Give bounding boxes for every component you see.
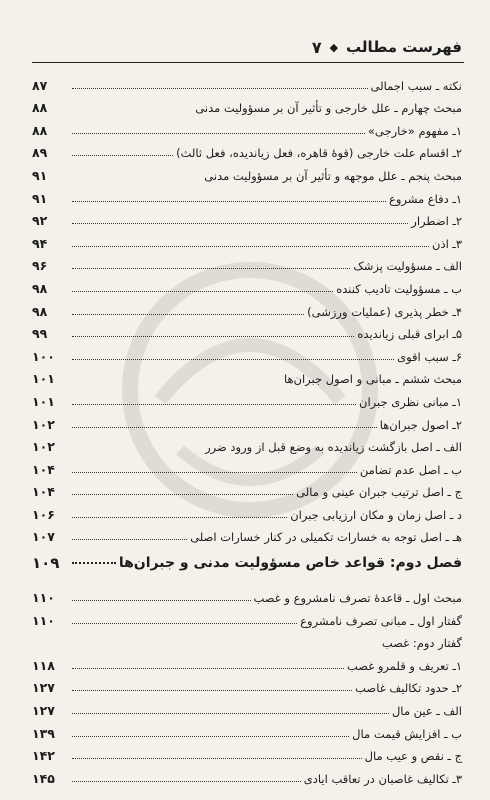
- toc-entry[interactable]: ج ـ اصل ترتیب جبران عینی و مالی ۱۰۴: [32, 484, 462, 500]
- toc-entry[interactable]: گفتار اول ـ مبانی تصرف نامشروع ۱۱۰: [32, 612, 462, 628]
- toc-entry[interactable]: ۵ـ ابرای قبلی زیاندیده ۹۹: [32, 326, 462, 342]
- toc-entry[interactable]: ۶ـ سبب اقوی ۱۰۰: [32, 348, 462, 364]
- toc-section[interactable]: مبحث چهارم ـ علل خارجی و تأثیر آن بر مسؤولیت مدنی ۸۸: [32, 100, 462, 116]
- toc-entry[interactable]: ۲ـ حدود تکالیف غاصب ۱۲۷: [32, 680, 462, 696]
- toc-entry[interactable]: د ـ اصل زمان و مکان ارزیابی جبران ۱۰۶: [32, 506, 462, 522]
- toc-entry[interactable]: نکته ـ سبب اجمالی ۸۷: [32, 77, 462, 93]
- toc-section[interactable]: مبحث پنجم ـ علل موجهه و تأثیر آن بر مسؤولیت مدنی ۹۱: [32, 167, 462, 183]
- toc-entry[interactable]: ب ـ اصل عدم تضامن ۱۰۴: [32, 461, 462, 477]
- dot-leader: [72, 690, 352, 691]
- toc-entry[interactable]: الف ـ مسؤولیت پزشک ۹۶: [32, 258, 462, 274]
- dot-leader: [72, 517, 287, 518]
- toc-entry[interactable]: ۲ـ اضطرار ۹۲: [32, 213, 462, 229]
- page-number: ۷: [311, 37, 322, 57]
- dot-leader: [72, 539, 187, 540]
- dot-leader: [72, 472, 357, 473]
- dot-leader: [72, 201, 386, 202]
- toc-entry[interactable]: ۴ـ خطر پذیری (عملیات ورزشی) ۹۸: [32, 303, 462, 319]
- toc-entry[interactable]: الف ـ اصل بازگشت زیاندیده به وضع قبل از ورود ضرر ۱۰۲: [32, 439, 462, 455]
- dot-leader: [72, 427, 377, 428]
- diamond-icon: ◆: [329, 40, 339, 54]
- toc-entry[interactable]: ۱ـ دفاع مشروع ۹۱: [32, 190, 462, 206]
- toc-entry[interactable]: ب ـ مسؤولیت تادیب کننده ۹۸: [32, 280, 462, 296]
- toc-entry[interactable]: ۱ـ تعریف و قلمرو غصب ۱۱۸: [32, 657, 462, 673]
- header-rule: [32, 62, 464, 63]
- dot-leader: [72, 268, 350, 269]
- toc-entry[interactable]: الف ـ عین مال ۱۲۷: [32, 703, 462, 719]
- dot-leader: [72, 494, 293, 495]
- dot-leader: [72, 314, 304, 315]
- dot-leader: [72, 133, 365, 134]
- toc-entry[interactable]: ج ـ نقص و عیب مال ۱۴۲: [32, 748, 462, 764]
- dot-leader: [72, 88, 368, 89]
- dot-leader: [72, 713, 389, 714]
- dot-leader: [72, 223, 408, 224]
- dot-leader: [72, 758, 362, 759]
- dot-leader: [72, 336, 354, 337]
- toc-entry[interactable]: ب ـ افزایش قیمت مال ۱۳۹: [32, 725, 462, 741]
- dot-leader: [72, 623, 297, 624]
- dot-leader: [72, 246, 429, 247]
- toc-entry[interactable]: ۱ـ مفهوم «خارجی» ۸۸: [32, 122, 462, 138]
- toc-entry[interactable]: هـ ـ اصل توجه به خسارات تکمیلی در کنار خسارات اصلی ۱۰۷: [32, 529, 462, 545]
- dot-leader: [72, 359, 394, 360]
- toc-section[interactable]: مبحث اول ـ قاعدهٔ تصرف نامشروع و غصب ۱۱۰: [32, 590, 462, 606]
- dot-leader: [72, 404, 356, 405]
- running-header: [34, 36, 462, 58]
- toc-entry[interactable]: ۱ـ مبانی نظری جبران ۱۰۱: [32, 393, 462, 409]
- header-title: فهرست مطالب: [346, 38, 462, 56]
- dot-leader: [72, 291, 333, 292]
- dot-leader: [72, 668, 344, 669]
- dot-leader: [72, 562, 116, 564]
- dot-leader: [72, 736, 349, 737]
- toc-entry[interactable]: ۲ـ اقسام علت خارجی (قوهٔ قاهره، فعل زیاندیده، فعل ثالث) ۸۹: [32, 145, 462, 161]
- toc-entry[interactable]: ۳ـ اذن ۹۴: [32, 235, 462, 251]
- toc-chapter[interactable]: فصل دوم: قواعد خاص مسؤولیت مدنی و جبران‌ها ۱۰۹: [32, 554, 462, 573]
- toc-section[interactable]: مبحث ششم ـ مبانی و اصول جبران‌ها ۱۰۱: [32, 371, 462, 387]
- toc-entry[interactable]: ۳ـ تکالیف غاصبان در تعاقب ایادی ۱۴۵: [32, 770, 462, 786]
- dot-leader: [72, 600, 251, 601]
- table-of-contents: [32, 70, 462, 786]
- dot-leader: [72, 781, 301, 782]
- toc-entry[interactable]: گفتار دوم: غصب: [381, 636, 462, 651]
- dot-leader: [72, 155, 173, 156]
- toc-entry[interactable]: ۲ـ اصول جبران‌ها ۱۰۲: [32, 416, 462, 432]
